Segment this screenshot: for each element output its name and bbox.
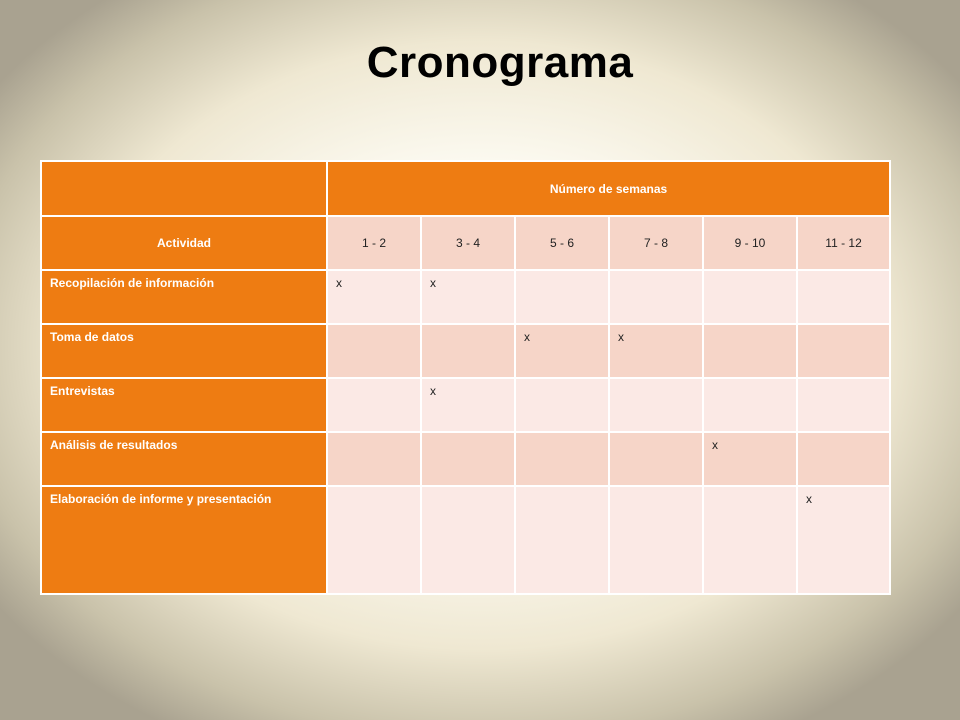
table-row: [41, 486, 890, 594]
weeks-group-header: Número de semanas: [327, 161, 890, 216]
activity-name: Análisis de resultados: [41, 432, 327, 486]
column-header-row: [41, 216, 890, 270]
schedule-cell: [327, 324, 421, 378]
activity-name: Elaboración de informe y presentación: [41, 486, 327, 594]
schedule-table: [40, 160, 891, 595]
schedule-cell: x: [421, 270, 515, 324]
schedule-cell: [327, 432, 421, 486]
table-row: [41, 270, 890, 324]
activity-column-header: Actividad: [41, 216, 327, 270]
week-header: 9 - 10: [703, 216, 797, 270]
schedule-cell: [421, 432, 515, 486]
table-row: [41, 324, 890, 378]
schedule-cell: x: [703, 432, 797, 486]
schedule-cell: [327, 486, 421, 594]
week-header: 3 - 4: [421, 216, 515, 270]
schedule-cell: [703, 486, 797, 594]
schedule-cell: [797, 432, 890, 486]
week-header: 1 - 2: [327, 216, 421, 270]
table-row: [41, 378, 890, 432]
table-row: [41, 432, 890, 486]
group-header-row: [41, 161, 890, 216]
schedule-cell: [609, 270, 703, 324]
schedule-cell: x: [609, 324, 703, 378]
schedule-cell: [703, 378, 797, 432]
schedule-cell: [327, 378, 421, 432]
activity-name: Recopilación de información: [41, 270, 327, 324]
schedule-cell: [515, 432, 609, 486]
schedule-cell: [515, 270, 609, 324]
schedule-cell: x: [797, 486, 890, 594]
schedule-cell: x: [515, 324, 609, 378]
schedule-cell: [797, 378, 890, 432]
schedule-cell: [515, 378, 609, 432]
schedule-cell: [609, 486, 703, 594]
schedule-cell: [703, 270, 797, 324]
page-title: Cronograma: [366, 38, 634, 87]
schedule-cell: [421, 324, 515, 378]
corner-cell: [41, 161, 327, 216]
week-header: 11 - 12: [797, 216, 890, 270]
schedule-cell: [515, 486, 609, 594]
activity-name: Toma de datos: [41, 324, 327, 378]
schedule-cell: [797, 270, 890, 324]
schedule-cell: [797, 324, 890, 378]
week-header: 5 - 6: [515, 216, 609, 270]
week-header: 7 - 8: [609, 216, 703, 270]
schedule-cell: [609, 378, 703, 432]
schedule-cell: [609, 432, 703, 486]
schedule-cell: x: [327, 270, 421, 324]
activity-name: Entrevistas: [41, 378, 327, 432]
schedule-cell: [421, 486, 515, 594]
schedule-cell: [703, 324, 797, 378]
schedule-cell: x: [421, 378, 515, 432]
